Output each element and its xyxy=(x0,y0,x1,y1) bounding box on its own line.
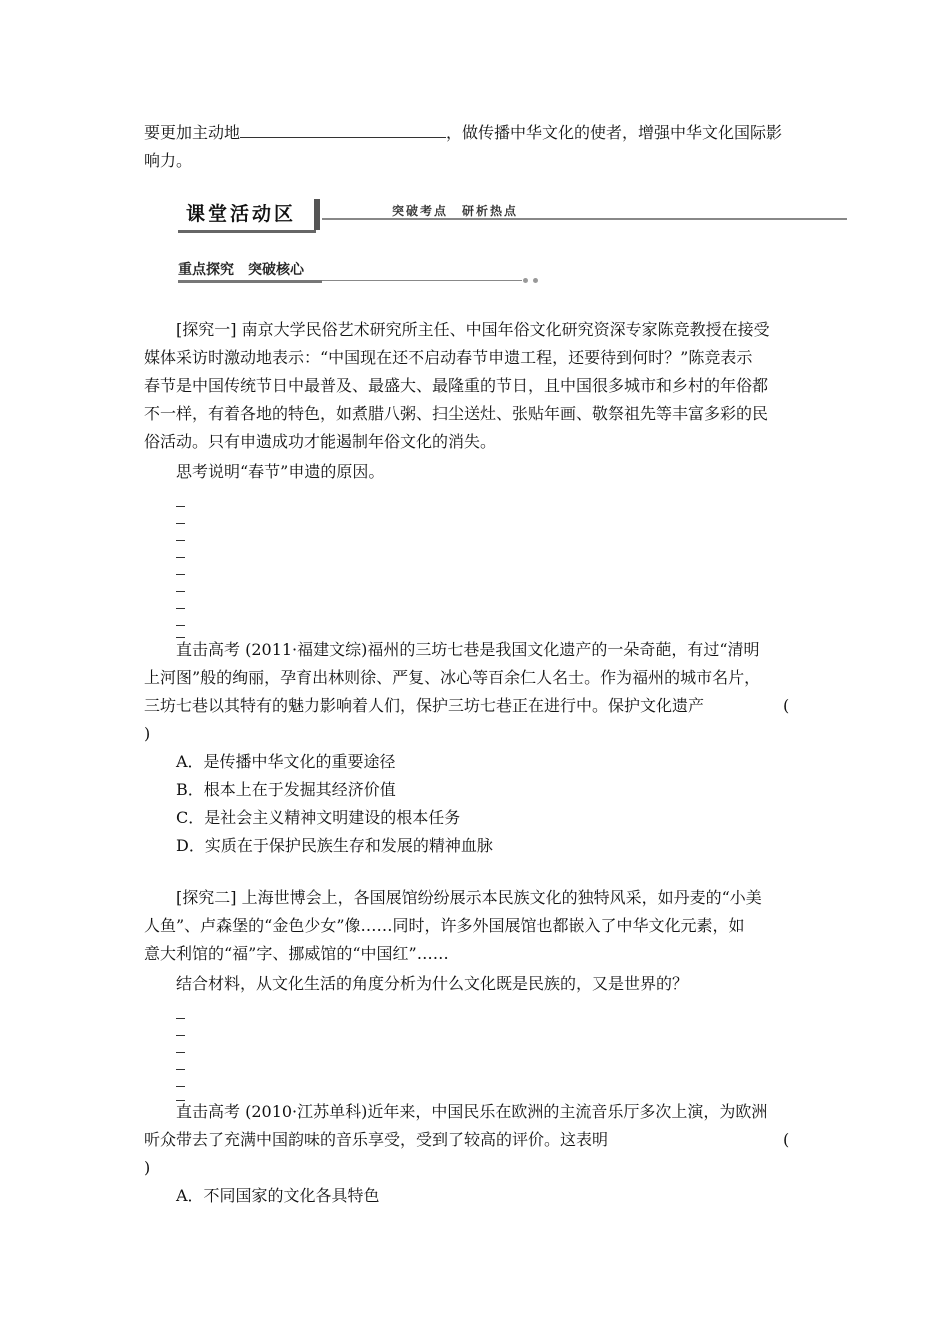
answer-line[interactable] xyxy=(176,1018,185,1019)
inquiry2-line: 意大利馆的“福”字、挪威馆的“中国红”…… xyxy=(144,944,449,963)
inquiry1-line: 俗活动。只有申遗成功才能遏制年俗文化的消失。 xyxy=(144,432,497,451)
answer-line[interactable] xyxy=(176,591,185,592)
banner-underline xyxy=(178,230,316,233)
answer-paren-open[interactable]: ( xyxy=(783,1130,790,1149)
exam2-line: 听众带去了充满中国韵味的音乐享受，受到了较高的评价。这表明 xyxy=(144,1130,609,1149)
answer-line[interactable] xyxy=(176,506,185,507)
answer-paren-open[interactable]: ( xyxy=(783,696,790,715)
answer-line[interactable] xyxy=(176,540,185,541)
answer-line[interactable] xyxy=(176,1100,185,1101)
intro-text-before: 要更加主动地 xyxy=(144,123,241,142)
exam1-line: 三坊七巷以其特有的魅力影响着人们，保护三坊七巷正在进行中。保护文化遗产 xyxy=(144,696,705,715)
option-d[interactable]: D．实质在于保护民族生存和发展的精神血脉 xyxy=(176,836,493,855)
inquiry1-line: 不一样，有着各地的特色，如煮腊八粥、扫尘送灶、张贴年画、敬祭祖先等丰富多彩的民 xyxy=(144,404,769,423)
option-a[interactable]: A．是传播中华文化的重要途径 xyxy=(176,752,396,771)
intro-line-2: 响力。 xyxy=(144,151,193,170)
inquiry1-line: 媒体采访时激动地表示：“中国现在还不启动春节申遗工程，还要待到何时？”陈竞表示 xyxy=(144,348,753,367)
answer-line[interactable] xyxy=(176,1052,185,1053)
exam1-line: 直击高考 (2011·福建文综)福州的三坊七巷是我国文化遗产的一朵奇葩，有过“清明 xyxy=(176,640,760,659)
intro-text-after: ，做传播中华文化的使者，增强中华文化国际影 xyxy=(446,123,783,142)
section-header: 重点探究 突破核心 xyxy=(178,262,304,278)
inquiry1-question: 思考说明“春节”申遗的原因。 xyxy=(176,462,385,481)
answer-line[interactable] xyxy=(176,1035,185,1036)
inquiry2-line: 人鱼”、卢森堡的“金色少女”像……同时，许多外国展馆也都嵌入了中华文化元素，如 xyxy=(144,916,745,935)
answer-line[interactable] xyxy=(176,1086,185,1087)
inquiry1-line: [探究一] 南京大学民俗艺术研究所主任、中国年俗文化研究资深专家陈竞教授在接受 xyxy=(176,320,770,339)
answer-line[interactable] xyxy=(176,637,185,638)
answer-line[interactable] xyxy=(176,625,185,626)
inquiry2-line: [探究二] 上海世博会上，各国展馆纷纷展示本民族文化的独特风采，如丹麦的“小美 xyxy=(176,888,762,907)
option-b[interactable]: B．根本上在于发掘其经济价值 xyxy=(176,780,396,799)
answer-paren-close: ) xyxy=(144,1158,151,1177)
exam2-line: 直击高考 (2010·江苏单科)近年来，中国民乐在欧洲的主流音乐厅多次上演，为欧洲 xyxy=(176,1102,768,1121)
answer-line[interactable] xyxy=(176,1069,185,1070)
answer-blank[interactable] xyxy=(240,123,446,138)
banner-title: 课堂活动区 xyxy=(186,203,297,225)
inquiry2-question: 结合材料，从文化生活的角度分析为什么文化既是民族的，又是世界的？ xyxy=(176,974,689,993)
banner-subtitle: 突破考点 研析热点 xyxy=(392,204,519,218)
exam1-line: 上河图”般的绚丽，孕育出林则徐、严复、冰心等百余仁人名士。作为福州的城市名片， xyxy=(144,668,761,687)
answer-line[interactable] xyxy=(176,608,185,609)
section-underline xyxy=(178,280,322,283)
rule-dot xyxy=(523,278,528,283)
answer-line[interactable] xyxy=(176,523,185,524)
inquiry1-line: 春节是中国传统节日中最普及、最盛大、最隆重的节日，且中国很多城市和乡村的年俗都 xyxy=(144,376,769,395)
answer-line[interactable] xyxy=(176,574,185,575)
banner-bar xyxy=(314,199,320,230)
answer-line[interactable] xyxy=(176,557,185,558)
answer-paren-close: ) xyxy=(144,724,151,743)
intro-line-1 xyxy=(144,123,782,143)
rule-dot xyxy=(533,278,538,283)
section-rule xyxy=(322,280,522,281)
option-a[interactable]: A．不同国家的文化各具特色 xyxy=(176,1186,380,1205)
option-c[interactable]: C．是社会主义精神文明建设的根本任务 xyxy=(176,808,461,827)
